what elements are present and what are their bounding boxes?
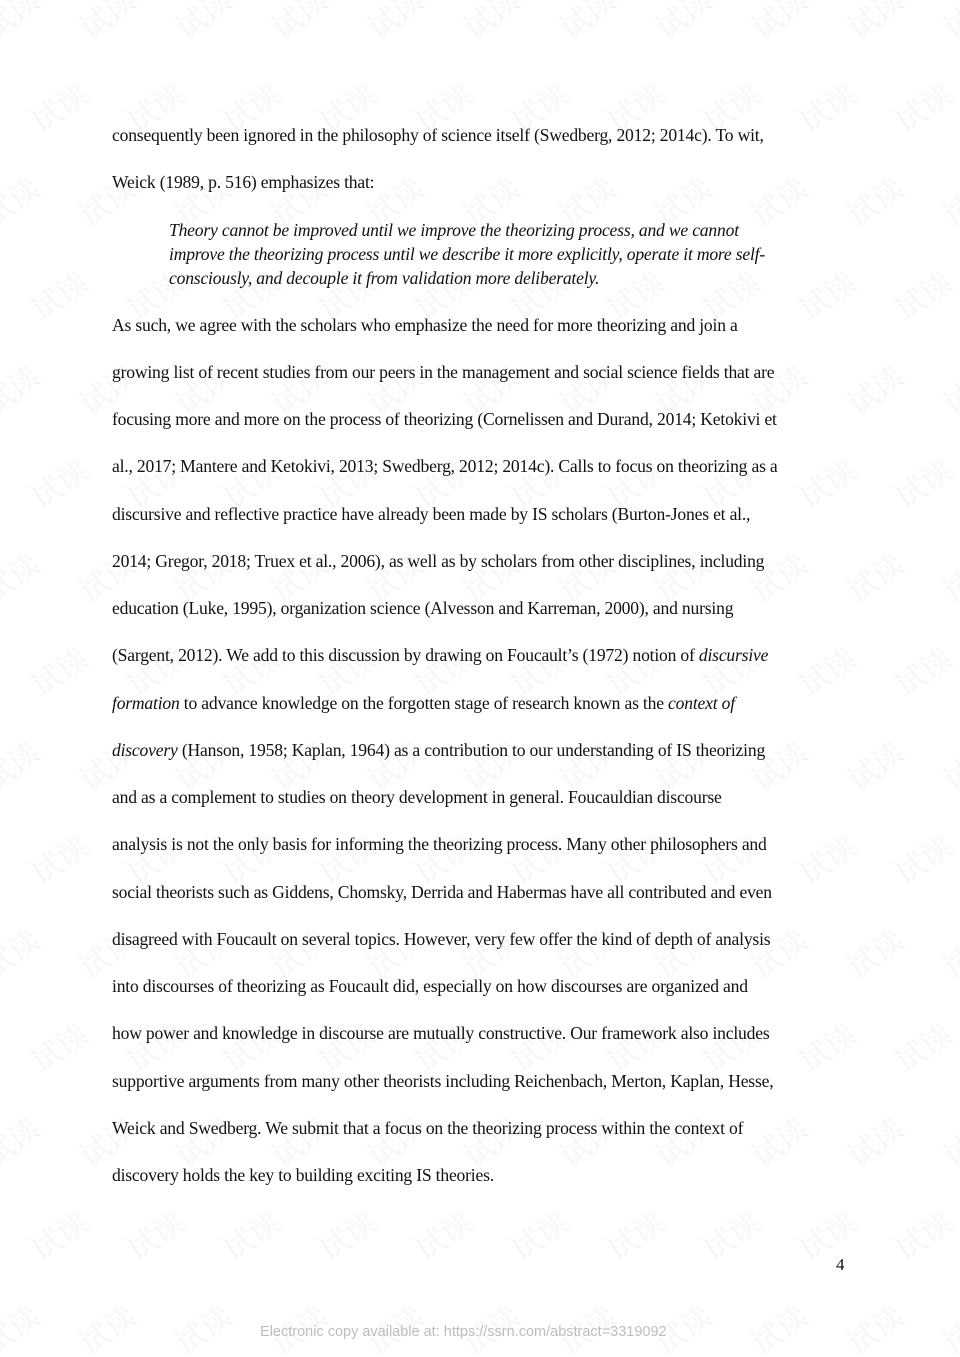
watermark-glyph (741, 1293, 815, 1357)
watermark-glyph (0, 353, 47, 423)
quote-line: Theory cannot be improved until we improve the theorizing process, and we cannot (169, 220, 739, 240)
text-line: into discourses of theorizing as Foucault did, especially on how discourses are organized and (112, 976, 748, 996)
watermark-glyph (837, 541, 911, 611)
watermark-glyph (597, 1199, 671, 1269)
text-run: to advance knowledge on the forgotten stage of research known as the (179, 693, 669, 713)
watermark-glyph (21, 259, 95, 329)
italic-term: formation (112, 693, 180, 713)
watermark-glyph (933, 1293, 960, 1357)
quote-line: consciously, and decouple it from validation more deliberately. (169, 268, 600, 288)
watermark-glyph (0, 1293, 47, 1357)
watermark-glyph (21, 1011, 95, 1081)
text-line: and as a complement to studies on theory development in general. Foucauldian discourse (112, 787, 722, 807)
watermark-glyph (501, 1199, 575, 1269)
watermark-glyph (21, 635, 95, 705)
watermark-glyph (117, 1199, 191, 1269)
watermark-glyph (21, 71, 95, 141)
watermark-glyph (837, 0, 911, 47)
watermark-glyph (789, 447, 863, 517)
text-line: focusing more and more on the process of theorizing (Cornelissen and Durand, 2014; Ketokivi et (112, 409, 777, 429)
text-line: Weick (1989, p. 516) emphasizes that: (112, 172, 375, 192)
watermark-glyph (837, 1293, 911, 1357)
text-line (112, 693, 735, 714)
watermark-glyph (885, 71, 959, 141)
watermark-glyph (933, 541, 960, 611)
text-line: analysis is not the only basis for informing the theorizing process. Many other philosophers and (112, 834, 767, 854)
text-line: discursive and reflective practice have already been made by IS scholars (Burton-Jones et al., (112, 504, 751, 524)
watermark-glyph (549, 0, 623, 47)
text-line (112, 740, 765, 761)
text-line: al., 2017; Mantere and Ketokivi, 2013; Swedberg, 2012; 2014c). Calls to focus on theorizing as a (112, 456, 778, 476)
watermark-glyph (789, 71, 863, 141)
watermark-glyph (645, 0, 719, 47)
text-line: discovery holds the key to building exciting IS theories. (112, 1165, 494, 1185)
watermark-glyph (21, 1199, 95, 1269)
watermark-glyph (645, 1105, 719, 1175)
watermark-glyph (789, 1199, 863, 1269)
watermark-glyph (933, 0, 960, 47)
watermark-glyph (837, 1105, 911, 1175)
text-line: consequently been ignored in the philosophy of science itself (Swedberg, 2012; 2014c). To wit, (112, 125, 764, 145)
watermark-glyph (741, 0, 815, 47)
text-run: (Sargent, 2012). We add to this discussion by drawing on Foucault’s (1972) notion of (112, 645, 699, 665)
watermark-glyph (0, 729, 47, 799)
watermark-glyph (933, 1105, 960, 1175)
watermark-glyph (885, 1011, 959, 1081)
text-line: Weick and Swedberg. We submit that a focus on the theorizing process within the context of (112, 1118, 744, 1138)
text-run: (Hanson, 1958; Kaplan, 1964) as a contribution to our understanding of IS theorizing (177, 740, 766, 760)
watermark-glyph (837, 729, 911, 799)
watermark-glyph (309, 1199, 383, 1269)
watermark-glyph (69, 0, 143, 47)
watermark-glyph (0, 917, 47, 987)
watermark-glyph (357, 0, 431, 47)
watermark-glyph (741, 917, 815, 987)
watermark-glyph (837, 917, 911, 987)
watermark-glyph (789, 635, 863, 705)
italic-term: context of (668, 693, 735, 713)
watermark-glyph (885, 1199, 959, 1269)
quote-line: improve the theorizing process until we describe it more explicitly, operate it more self- (169, 244, 766, 264)
watermark-glyph (837, 165, 911, 235)
watermark-glyph (741, 1105, 815, 1175)
watermark-glyph (885, 259, 959, 329)
text-line: growing list of recent studies from our peers in the management and social science fields that are (112, 362, 775, 382)
watermark-glyph (405, 1199, 479, 1269)
text-line: disagreed with Foucault on several topics. However, very few offer the kind of depth of analysis (112, 929, 771, 949)
watermark-glyph (261, 0, 335, 47)
watermark-glyph (165, 0, 239, 47)
watermark-glyph (837, 353, 911, 423)
watermark-glyph (741, 165, 815, 235)
watermark-glyph (213, 1199, 287, 1269)
page-number: 4 (836, 1255, 845, 1274)
watermark-glyph (933, 729, 960, 799)
watermark-glyph (933, 917, 960, 987)
watermark-glyph (21, 823, 95, 893)
watermark-glyph (0, 165, 47, 235)
text-line: As such, we agree with the scholars who emphasize the need for more theorizing and join a (112, 315, 738, 335)
watermark-glyph (789, 1011, 863, 1081)
watermark-glyph (789, 823, 863, 893)
watermark-glyph (885, 823, 959, 893)
watermark-glyph (885, 635, 959, 705)
watermark-glyph (0, 541, 47, 611)
text-line: supportive arguments from many other theorists including Reichenbach, Merton, Kaplan, Hesse, (112, 1071, 774, 1091)
watermark-glyph (165, 1293, 239, 1357)
text-line (112, 645, 768, 666)
text-line: education (Luke, 1995), organization science (Alvesson and Karreman, 2000), and nursing (112, 598, 734, 618)
text-line: social theorists such as Giddens, Chomsky, Derrida and Habermas have all contributed and even (112, 882, 772, 902)
watermark-glyph (933, 353, 960, 423)
watermark-glyph (885, 447, 959, 517)
watermark-glyph (933, 165, 960, 235)
watermark-glyph (549, 1105, 623, 1175)
watermark-glyph (789, 259, 863, 329)
watermark-glyph (21, 447, 95, 517)
italic-term: discursive (698, 645, 769, 665)
watermark-glyph (693, 1199, 767, 1269)
watermark-glyph (0, 0, 47, 47)
text-line: 2014; Gregor, 2018; Truex et al., 2006), as well as by scholars from other disciplines, including (112, 551, 765, 571)
watermark-glyph (69, 1293, 143, 1357)
italic-term: discovery (112, 740, 178, 760)
footer-ssrn-link[interactable]: Electronic copy available at: https://ssrn.com/abstract=3319092 (260, 1324, 667, 1340)
text-line: how power and knowledge in discourse are mutually constructive. Our framework also includes (112, 1023, 770, 1043)
watermark-glyph (0, 1105, 47, 1175)
watermark-glyph (453, 0, 527, 47)
